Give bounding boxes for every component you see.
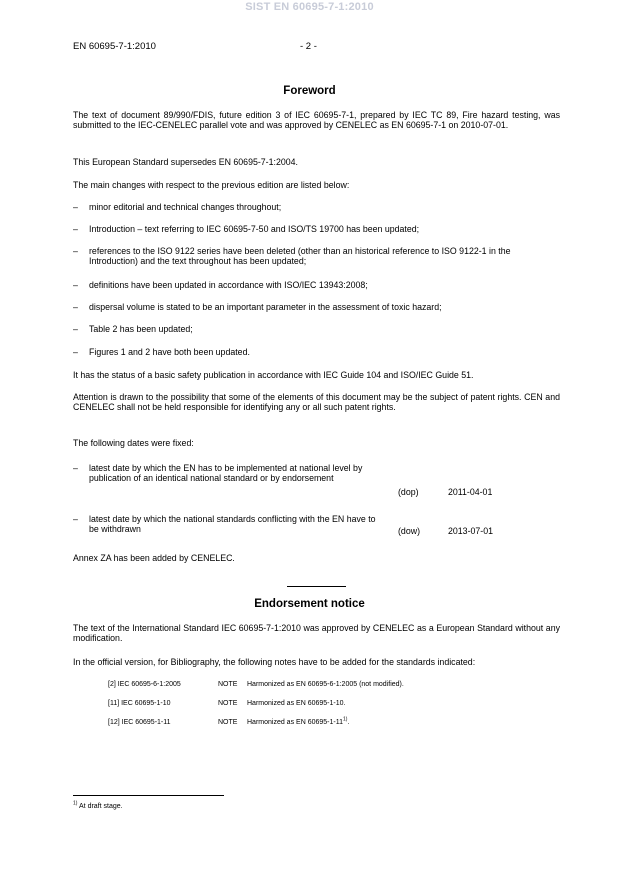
note-text: Harmonized as EN 60695-1-10.: [247, 700, 346, 707]
bullet-dash: –: [73, 514, 78, 524]
change-text: minor editorial and technical changes throughout;: [89, 202, 282, 212]
foreword-paragraph-3: The main changes with respect to the previous edition are listed below:: [73, 180, 350, 190]
date-code: (dop): [398, 487, 419, 497]
watermark: SIST EN 60695-7-1:2010: [245, 1, 374, 13]
foreword-paragraph-1: The text of document 89/990/FDIS, future edition 3 of IEC 60695-7-1, prepared by IEC TC 89, Fire hazard testing, was submitted to the IEC-CENELEC parallel vote and was approved by CENELEC as EN 60695-7-1 on 2010-07-01.: [73, 110, 560, 131]
date-description: latest date by which the national standards conflicting with the EN have to be withdrawn: [89, 514, 376, 535]
footnote-marker: 1): [342, 716, 348, 723]
endorsement-heading: Endorsement notice: [254, 598, 365, 610]
note-label: NOTE: [218, 681, 238, 688]
note-label: NOTE: [218, 719, 238, 726]
foreword-paragraph-2: This European Standard supersedes EN 60695-7-1:2004.: [73, 157, 298, 167]
bullet-dash: –: [73, 280, 78, 290]
foreword-paragraph-5: Attention is drawn to the possibility that some of the elements of this document may be the subject of patent rights. CEN and CENELEC shall not be held responsible for identifying any or all such patent rights.: [73, 392, 560, 413]
footnote-text: At draft stage.: [79, 803, 123, 810]
foreword-paragraph-7: Annex ZA has been added by CENELEC.: [73, 553, 235, 563]
date-description: latest date by which the EN has to be implemented at national level by publication of an identical national standard or by endorsement: [89, 463, 363, 484]
footnote: [73, 800, 123, 810]
note-tail: .: [347, 719, 350, 726]
date-value: 2011-04-01: [448, 487, 493, 497]
note-text-with-footnote: [247, 718, 349, 727]
change-text: dispersal volume is stated to be an important parameter in the assessment of toxic hazard;: [89, 302, 442, 312]
endorsement-paragraph-1: The text of the International Standard IEC 60695-7-1:2010 was approved by CENELEC as a European Standard without any modification.: [73, 623, 560, 644]
document-id: EN 60695-7-1:2010: [73, 41, 156, 52]
bullet-dash: –: [73, 224, 78, 234]
bullet-dash: –: [73, 302, 78, 312]
endorsement-paragraph-2: In the official version, for Bibliography, the following notes have to be added for the standards indicated:: [73, 657, 476, 667]
change-text: definitions have been updated in accordance with ISO/IEC 13943:2008;: [89, 280, 368, 290]
page-number: - 2 -: [300, 41, 317, 52]
footnote-mark: 1): [73, 800, 78, 807]
foreword-heading: Foreword: [283, 85, 336, 97]
note-text: Harmonized as EN 60695-1-11: [247, 719, 343, 726]
footnote-separator: [73, 795, 224, 796]
change-text: Figures 1 and 2 have both been updated.: [89, 347, 250, 357]
date-value: 2013-07-01: [448, 526, 493, 536]
bullet-dash: –: [73, 246, 78, 256]
bullet-dash: –: [73, 324, 78, 334]
change-text: references to the ISO 9122 series have been deleted (other than an historical reference to ISO 9122-1 in the Introduction) and the text throughout has been updated;: [89, 246, 511, 267]
date-code: (dow): [398, 526, 420, 536]
bullet-dash: –: [73, 202, 78, 212]
bullet-dash: –: [73, 463, 78, 473]
note-reference: [12] IEC 60695-1-11: [108, 719, 171, 726]
section-divider: [287, 586, 346, 587]
note-text: Harmonized as EN 60695-6-1:2005 (not modified).: [247, 681, 404, 688]
note-reference: [2] IEC 60695-6-1:2005: [108, 681, 181, 688]
bullet-dash: –: [73, 347, 78, 357]
note-label: NOTE: [218, 700, 238, 707]
note-reference: [11] IEC 60695-1-10: [108, 700, 171, 707]
change-text: Table 2 has been updated;: [89, 324, 193, 334]
change-text: Introduction – text referring to IEC 60695-7-50 and ISO/TS 19700 has been updated;: [89, 224, 420, 234]
foreword-paragraph-4: It has the status of a basic safety publication in accordance with IEC Guide 104 and ISO/IEC Guide 51.: [73, 370, 474, 380]
foreword-paragraph-6: The following dates were fixed:: [73, 438, 194, 448]
